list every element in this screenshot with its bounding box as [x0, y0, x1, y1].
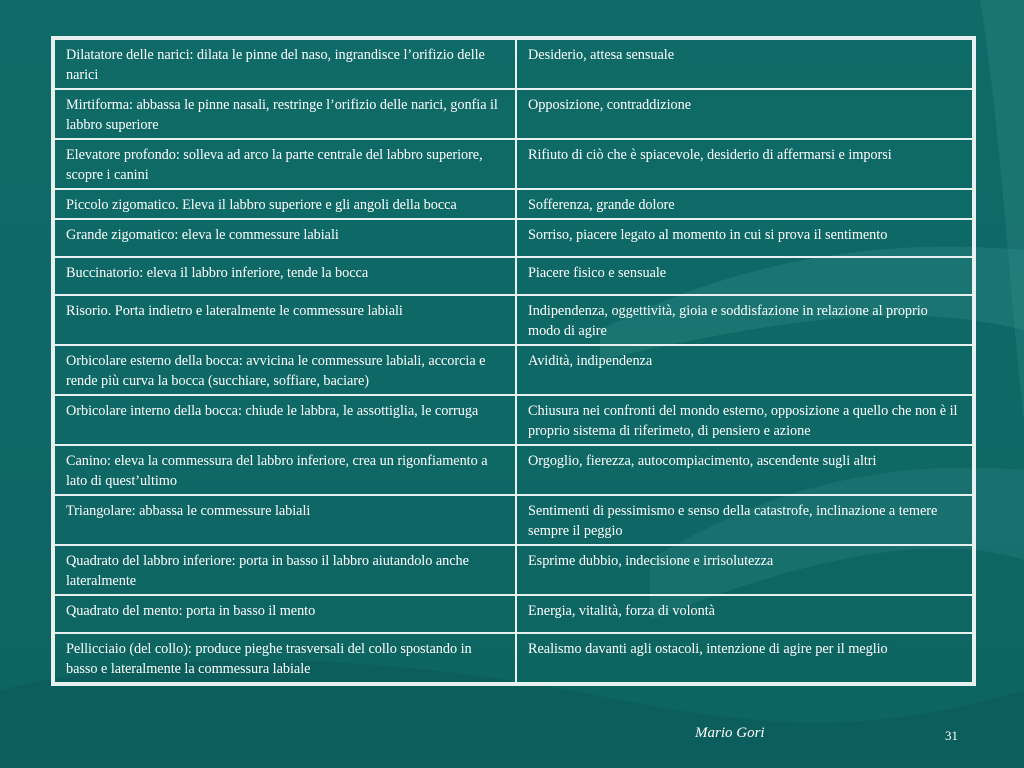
expression-cell: Sorriso, piacere legato al momento in cui si prova il sentimento: [516, 219, 973, 257]
muscle-cell: Risorio. Porta indietro e lateralmente le commessure labiali: [54, 295, 516, 345]
table-row: [54, 257, 973, 295]
table-row: [54, 139, 973, 189]
muscle-cell: Elevatore profondo: solleva ad arco la parte centrale del labbro superiore, scopre i canini: [54, 139, 516, 189]
expression-cell: Desiderio, attesa sensuale: [516, 39, 973, 89]
table-row: [54, 595, 973, 633]
table-row: [54, 345, 973, 395]
table-row: [54, 633, 973, 683]
expression-cell: Indipendenza, oggettività, gioia e soddisfazione in relazione al proprio modo di agire: [516, 295, 973, 345]
expression-cell: Avidità, indipendenza: [516, 345, 973, 395]
expression-cell: Piacere fisico e sensuale: [516, 257, 973, 295]
muscle-cell: Orbicolare interno della bocca: chiude le labbra, le assottiglia, le corruga: [54, 395, 516, 445]
table-row: [54, 89, 973, 139]
muscle-cell: Dilatatore delle narici: dilata le pinne del naso, ingrandisce l’orifizio delle narici: [54, 39, 516, 89]
muscle-cell: Buccinatorio: eleva il labbro inferiore, tende la bocca: [54, 257, 516, 295]
table-body: [54, 39, 973, 683]
table-row: [54, 545, 973, 595]
expression-cell: Sentimenti di pessimismo e senso della catastrofe, inclinazione a temere sempre il peggio: [516, 495, 973, 545]
muscle-expression-table: [53, 38, 974, 684]
expression-cell: Rifiuto di ciò che è spiacevole, desiderio di affermarsi e imporsi: [516, 139, 973, 189]
muscle-cell: Piccolo zigomatico. Eleva il labbro superiore e gli angoli della bocca: [54, 189, 516, 219]
muscle-cell: Grande zigomatico: eleva le commessure labiali: [54, 219, 516, 257]
table-row: [54, 219, 973, 257]
muscle-cell: Orbicolare esterno della bocca: avvicina le commessure labiali, accorcia e rende più curva la bocca (succhiare, soffiare, baciare): [54, 345, 516, 395]
expression-cell: Opposizione, contraddizione: [516, 89, 973, 139]
expression-cell: Sofferenza, grande dolore: [516, 189, 973, 219]
muscle-cell: Mirtiforma: abbassa le pinne nasali, restringe l’orifizio delle narici, gonfia il labbro superiore: [54, 89, 516, 139]
expression-cell: Chiusura nei confronti del mondo esterno, opposizione a quello che non è il proprio sistema di riferimeto, di pensiero e azione: [516, 395, 973, 445]
table-row: [54, 295, 973, 345]
expression-cell: Realismo davanti agli ostacoli, intenzione di agire per il meglio: [516, 633, 973, 683]
muscle-cell: Quadrato del labbro inferiore: porta in basso il labbro aiutandolo anche lateralmente: [54, 545, 516, 595]
table-row: [54, 495, 973, 545]
muscle-expression-table-container: [51, 36, 976, 686]
footer-author: Mario Gori: [695, 725, 765, 741]
table-row: [54, 189, 973, 219]
expression-cell: Orgoglio, fierezza, autocompiacimento, ascendente sugli altri: [516, 445, 973, 495]
muscle-cell: Pellicciaio (del collo): produce pieghe trasversali del collo spostando in basso e lateralmente la commessura labiale: [54, 633, 516, 683]
expression-cell: Energia, vitalità, forza di volontà: [516, 595, 973, 633]
table-row: [54, 39, 973, 89]
slide-page-number: 31: [945, 728, 958, 743]
table-row: [54, 445, 973, 495]
muscle-cell: Canino: eleva la commessura del labbro inferiore, crea un rigonfiamento a lato di quest’ultimo: [54, 445, 516, 495]
muscle-cell: Quadrato del mento: porta in basso il mento: [54, 595, 516, 633]
table-row: [54, 395, 973, 445]
expression-cell: Esprime dubbio, indecisione e irrisolutezza: [516, 545, 973, 595]
muscle-cell: Triangolare: abbassa le commessure labiali: [54, 495, 516, 545]
